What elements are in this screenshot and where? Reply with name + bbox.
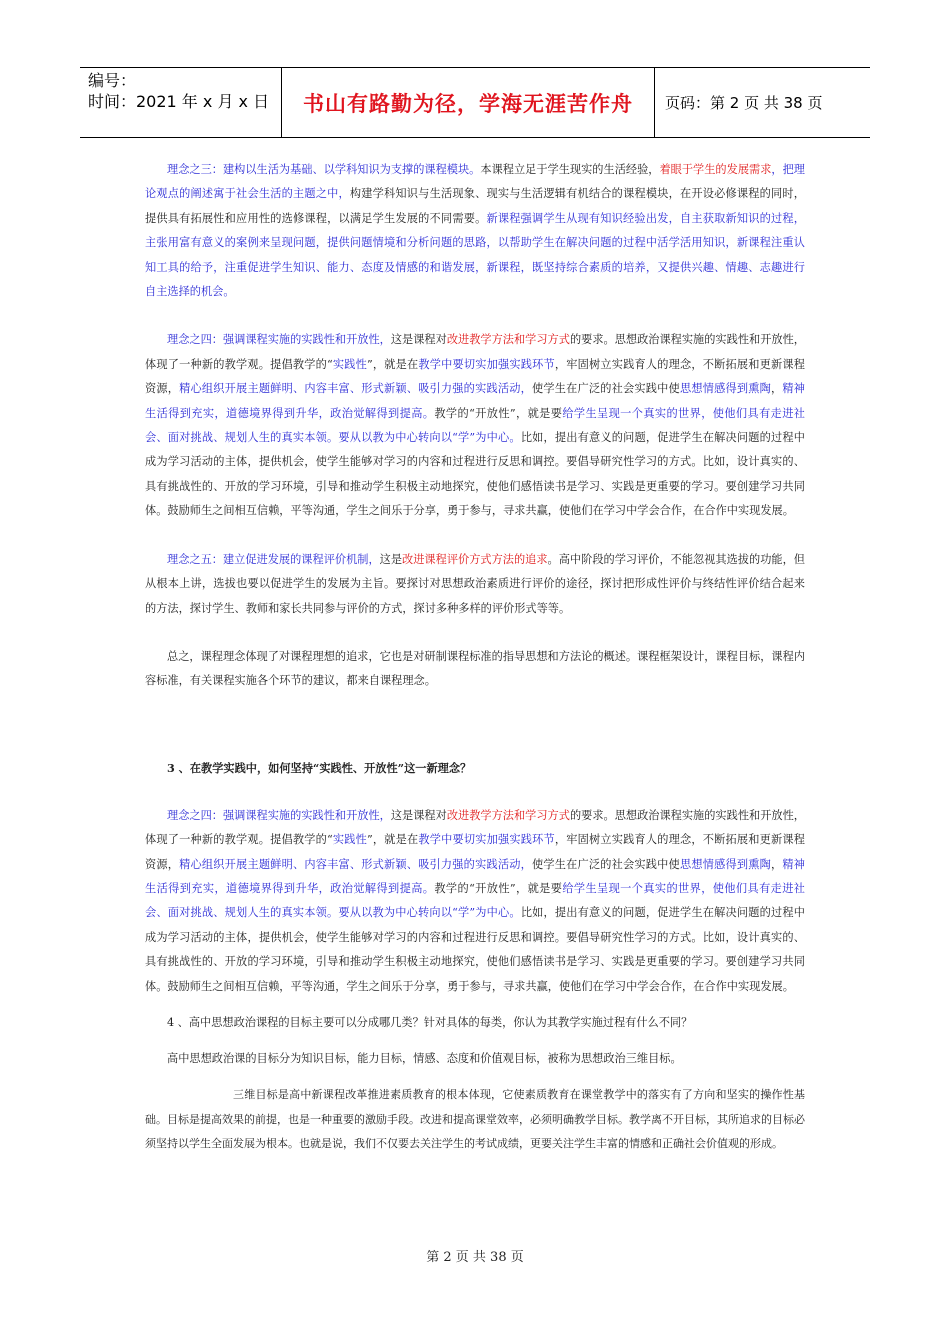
paragraph-three-goals-detail: 三维目标是高中新课程改革推进素质教育的根本体现，它使素质教育在课堂教学中的落实有了方向和坚实的操作性基础。目标是提高效果的前提，也是一种重要的激励手段。改进和提高课堂效率，必须明确教学目标。教学离不开目标，其所追求的目标必须坚持以学生全面发展为根本。也就是说，我们不仅要去关注学生的考试成绩，更要关注学生丰富的情感和正确社会价值观的形成。 xyxy=(145,1088,805,1151)
paragraph-summary: 总之，课程理念体现了对课程理想的追求，它也是对研制课程标准的指导思想和方法论的概述。课程框架设计，课程目标，课程内容标准，有关课程实施各个环节的建议，都来自课程理念。 xyxy=(145,649,805,688)
header-motto: 书山有路勤为径，学海无涯苦作舟 xyxy=(282,68,655,137)
header-page-label: 页码：第 2 页 共 38 页 xyxy=(665,94,823,112)
paragraph-idea-3: 理念之三：建构以生活为基础、以学科知识为支撑的课程模块。本课程立足于学生现实的生活经验，着眼于学生的发展需求，把理论观点的阐述寓于社会生活的主题之中，构建学科知识与生活现象、现实与生活逻辑有机结合的课程模块，在开设必修课程的同时，提供具有拓展性和应用性的选修课程，以满足学生发展的不同需要。新课程强调学生从现有知识经验出发，自主获取新知识的过程，主张用富有意义的案例来呈现问题，提供问题情境和分析问题的思路，以帮助学生在解决问题的过程中活学活用知识，新课程注重认知工具的给予，注重促进学生知识、能力、态度及情感的和谐发展，新课程，既坚持综合素质的培养，又提供兴趣、情趣、志趣进行自主选择的机会。 xyxy=(145,163,805,299)
time-label: 时间：2021 年 x 月 x 日 xyxy=(88,92,270,111)
paragraph-three-goals: 高中思想政治课的目标分为知识目标，能力目标，情感、态度和价值观目标，被称为思想政治三维目标。 xyxy=(167,1051,682,1065)
document-body xyxy=(145,158,805,1157)
paragraph-idea-5: 理念之五：建立促进发展的课程评价机制，这是改进课程评价方式方法的追求。高中阶段的学习评价，不能忽视其选拔的功能，但从根本上讲，选拔也要以促进学生的发展为主旨。要探讨对思想政治素质进行评价的途径，探讨把形成性评价与终结性评价结合起来的方法，探讨学生、教师和家长共同参与评价的方式，探讨多种多样的评价形式等等。 xyxy=(145,552,805,615)
paragraph-idea-4: 理念之四：强调课程实施的实践性和开放性，这是课程对改进教学方法和学习方式的要求。思想政治课程实施的实践性和开放性，体现了一种新的教学观。提倡教学的“实践性”，就是在教学中要切实加强实践环节，牢固树立实践育人的理念，不断拓展和更新课程资源，精心组织开展主题鲜明、内容丰富、形式新颖、吸引力强的实践活动，使学生在广泛的社会实践中使思想情感得到熏陶，精神生活得到充实，道德境界得到升华，政治觉解得到提高。教学的“开放性”，就是要给学生呈现一个真实的世界，使他们具有走进社会、面对挑战、规划人生的真实本领。要从以教为中心转向以“学”为中心。比如，提出有意义的问题，促进学生在解决问题的过程中成为学习活动的主体，提供机会，使学生能够对学习的内容和过程进行反思和调控。要倡导研究性学习的方式。比如，设计真实的、具有挑战性的、开放的学习环境，引导和推动学生积极主动地探究，使他们感悟读书是学习、实践是更重要的学习。要创建学习共同体。鼓励师生之间相互信赖，平等沟通，学生之间乐于分享，勇于参与，寻求共赢，使他们在学习中学会合作，在合作中实现发展。 xyxy=(145,333,805,518)
paragraph-idea-4-repeat: 理念之四：强调课程实施的实践性和开放性，这是课程对改进教学方法和学习方式的要求。思想政治课程实施的实践性和开放性，体现了一种新的教学观。提倡教学的“实践性”，就是在教学中要切实加强实践环节，牢固树立实践育人的理念，不断拓展和更新课程资源，精心组织开展主题鲜明、内容丰富、形式新颖、吸引力强的实践活动，使学生在广泛的社会实践中使思想情感得到熏陶，精神生活得到充实，道德境界得到升华，政治觉解得到提高。教学的“开放性”，就是要给学生呈现一个真实的世界，使他们具有走进社会、面对挑战、规划人生的真实本领。要从以教为中心转向以“学”为中心。比如，提出有意义的问题，促进学生在解决问题的过程中成为学习活动的主体，提供机会，使学生能够对学习的内容和过程进行反思和调控。要倡导研究性学习的方式。比如，设计真实的、具有挑战性的、开放的学习环境，引导和推动学生积极主动地探究，使他们感悟读书是学习、实践是更重要的学习。要创建学习共同体。鼓励师生之间相互信赖，平等沟通，学生之间乐于分享，勇于参与，寻求共赢，使他们在学习中学会合作，在合作中实现发展。 xyxy=(145,808,805,993)
page-header xyxy=(80,67,870,138)
idea-3-heading: 理念之三：建构以生活为基础、以学科知识为支撑的课程模块。 xyxy=(167,163,481,176)
header-meta xyxy=(80,68,282,137)
code-label: 编号： xyxy=(88,71,137,90)
page-footer: 第 2 页 共 38 页 xyxy=(426,1250,524,1265)
idea-5-heading: 理念之五：建立促进发展的课程评价机制， xyxy=(167,552,380,566)
idea-4-heading: 理念之四：强调课程实施的实践性和开放性， xyxy=(167,333,391,347)
question-4: 4 、高中思想政治课程的目标主要可以分成哪几类？针对具体的每类，你认为其教学实施过程有什么不同？ xyxy=(167,1015,693,1029)
question-3: 3 、在教学实践中，如何坚持“实践性、开放性”这一新理念？ xyxy=(167,760,472,775)
